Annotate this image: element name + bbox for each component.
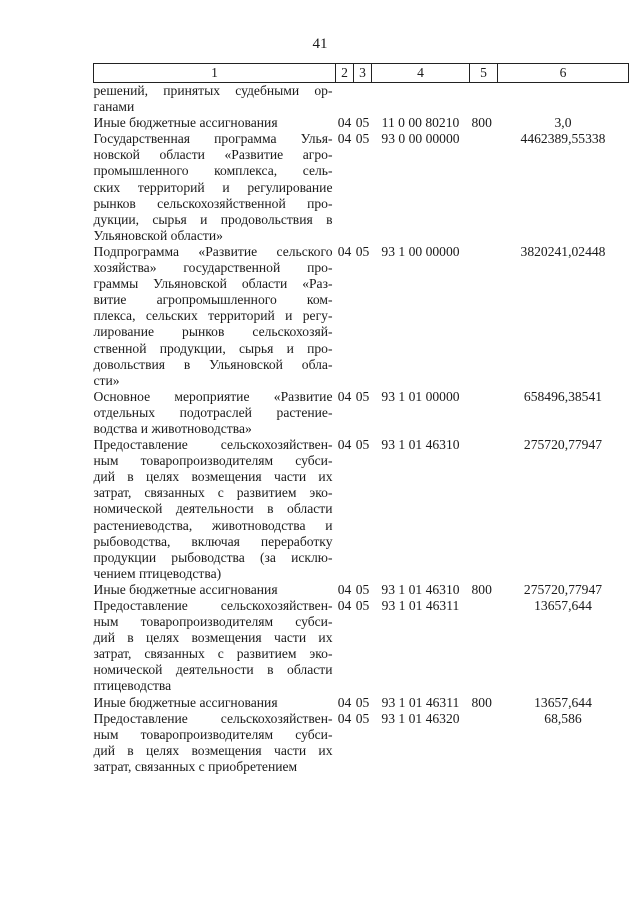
row-name [94,115,336,131]
row-target-article: 93 0 00 00000 [381,131,460,147]
row-name [94,244,336,389]
row-name-line: сти» [93,372,120,388]
row-name [94,83,336,116]
row-expense-type [470,83,498,116]
page-number: 41 [312,36,328,52]
table-row [94,131,629,244]
row-expense-type [470,131,498,244]
row-subsection: 05 [355,115,370,131]
row-target-article: 93 1 01 46310 [381,437,460,453]
row-subsection: 05 [355,437,370,453]
row-name-line: номической деятельности в области [93,501,333,517]
row-name-line: решений, принятых судебными ор- [93,83,333,98]
row-name-line: ственной продукции, сырья и про- [93,340,333,356]
row-expense-type: 800 [471,115,492,131]
row-name-line: промышленного комплекса, сель- [93,163,333,179]
row-expense-type: 800 [471,581,492,597]
row-subsection: 05 [355,581,370,597]
row-name-line: Ульяновской области» [93,227,223,243]
table-row [94,695,629,711]
header-col-6: 6 [498,64,629,83]
table-header [94,64,629,83]
row-target-article: 93 1 01 46311 [381,598,460,613]
row-name-line: Государственная программа Улья- [93,131,333,147]
row-name-line: Иные бюджетные ассигнования [93,581,278,597]
row-expense-type [470,437,498,582]
row-expense-type [470,244,498,389]
row-name-line: довольствия в Ульяновской обла- [93,356,333,372]
row-name-line: Предоставление сельскохозяйствен- [93,437,333,453]
row-amount: 275720,77947 [523,581,603,597]
header-row [94,64,629,83]
row-name-line: Предоставление сельскохозяйствен- [93,598,333,613]
row-name-line: ских территорий и регулирование [93,179,333,195]
row-name-line: растениеводства, животноводства и [93,517,333,533]
row-section: 04 [337,115,352,131]
row-subsection: 05 [355,131,370,147]
row-amount: 3,0 [554,115,572,131]
table-row [94,389,629,437]
budget-table [93,63,629,775]
row-name-line: номической деятельности в области [93,662,333,678]
row-name-line: рыбоводства, включая переработку [93,533,333,549]
row-subsection [354,83,372,116]
header-col-3: 3 [354,64,372,83]
row-name [94,582,336,598]
row-name-line: Иные бюджетные ассигнования [93,115,278,131]
row-name-line: ным товаропроизводителям субси- [93,614,333,630]
row-name-line: продукции рыбоводства (за исклю- [93,549,333,565]
row-name-line: Подпрограмма «Развитие сельского [93,243,333,259]
row-section: 04 [337,598,352,613]
row-name-line: рынков сельскохозяйственной про- [93,195,333,211]
row-amount [498,83,629,116]
row-amount: 13657,644 [534,598,592,613]
row-name-line: чением птицеводства) [93,565,222,581]
row-subsection: 05 [355,598,370,613]
row-section: 04 [337,131,352,147]
row-name [94,711,336,775]
table-body [94,83,629,776]
row-name-line: дукции, сырья и продовольствия в [93,211,333,227]
row-name-line: ным товаропроизводителям субси- [93,726,333,742]
row-subsection: 05 [355,710,370,726]
header-col-1: 1 [94,64,336,83]
row-amount: 658496,38541 [523,388,603,404]
row-name-line: дий в целях возмещения части их [93,742,333,758]
header-col-2: 2 [336,64,354,83]
row-expense-type [470,598,498,695]
header-col-5: 5 [470,64,498,83]
row-name-line: лирование рынков сельскохозяй- [93,324,333,340]
row-expense-type [470,711,498,775]
row-name [94,131,336,244]
header-col-4: 4 [372,64,470,83]
row-target-article [372,83,470,116]
row-section: 04 [337,710,352,726]
row-name-line: затрат, связанных с развитием эко- [93,485,333,501]
row-name [94,695,336,711]
row-subsection: 05 [355,388,370,404]
table-row [94,83,629,116]
row-name-line: плекса, сельских территорий и регу- [93,308,333,324]
row-amount: 275720,77947 [523,437,603,453]
row-name-line: новской области «Развитие агро- [93,147,333,163]
row-name-line: птицеводства [93,678,172,694]
row-name-line: граммы Ульяновской области «Раз- [93,276,333,292]
row-expense-type: 800 [471,694,492,710]
row-name-line: дий в целях возмещения части их [93,630,333,646]
row-subsection: 05 [355,694,370,710]
table-row [94,711,629,775]
row-target-article: 11 0 00 80210 [381,115,460,131]
row-section: 04 [337,243,352,259]
row-amount: 68,586 [544,710,582,726]
row-name-line: затрат, связанных с развитием эко- [93,646,333,662]
table-row [94,244,629,389]
row-target-article: 93 1 01 46320 [381,710,460,726]
row-name [94,437,336,582]
row-name-line: Предоставление сельскохозяйствен- [93,710,333,726]
row-name-line: отдельных подотраслей растение- [93,404,333,420]
table-row [94,598,629,695]
row-name-line: Иные бюджетные ассигнования [93,694,278,710]
row-target-article: 93 1 01 00000 [381,388,460,404]
row-name [94,389,336,437]
row-section: 04 [337,437,352,453]
row-name [94,598,336,695]
row-name-line: хозяйства» государственной про- [93,260,333,276]
row-name-line: затрат, связанных с приобретением [93,758,298,774]
row-name-line: ганами [93,99,135,115]
row-target-article: 93 1 01 46311 [381,694,460,710]
row-subsection: 05 [355,243,370,259]
row-target-article: 93 1 00 00000 [381,243,460,259]
table-row [94,437,629,582]
row-amount: 13657,644 [534,694,592,710]
row-name-line: водства и животноводства» [93,420,252,436]
row-amount: 4462389,55338 [520,131,606,147]
row-section: 04 [337,388,352,404]
table-row [94,115,629,131]
row-amount: 3820241,02448 [520,243,606,259]
row-name-line: дий в целях возмещения части их [93,469,333,485]
row-name-line: Основное мероприятие «Развитие [93,388,333,404]
row-target-article: 93 1 01 46310 [381,581,460,597]
table-row [94,582,629,598]
row-section [336,83,354,116]
row-name-line: витие агропромышленного ком- [93,292,333,308]
row-name-line: ным товаропроизводителям субси- [93,453,333,469]
row-expense-type [470,389,498,437]
row-section: 04 [337,581,352,597]
row-section: 04 [337,694,352,710]
